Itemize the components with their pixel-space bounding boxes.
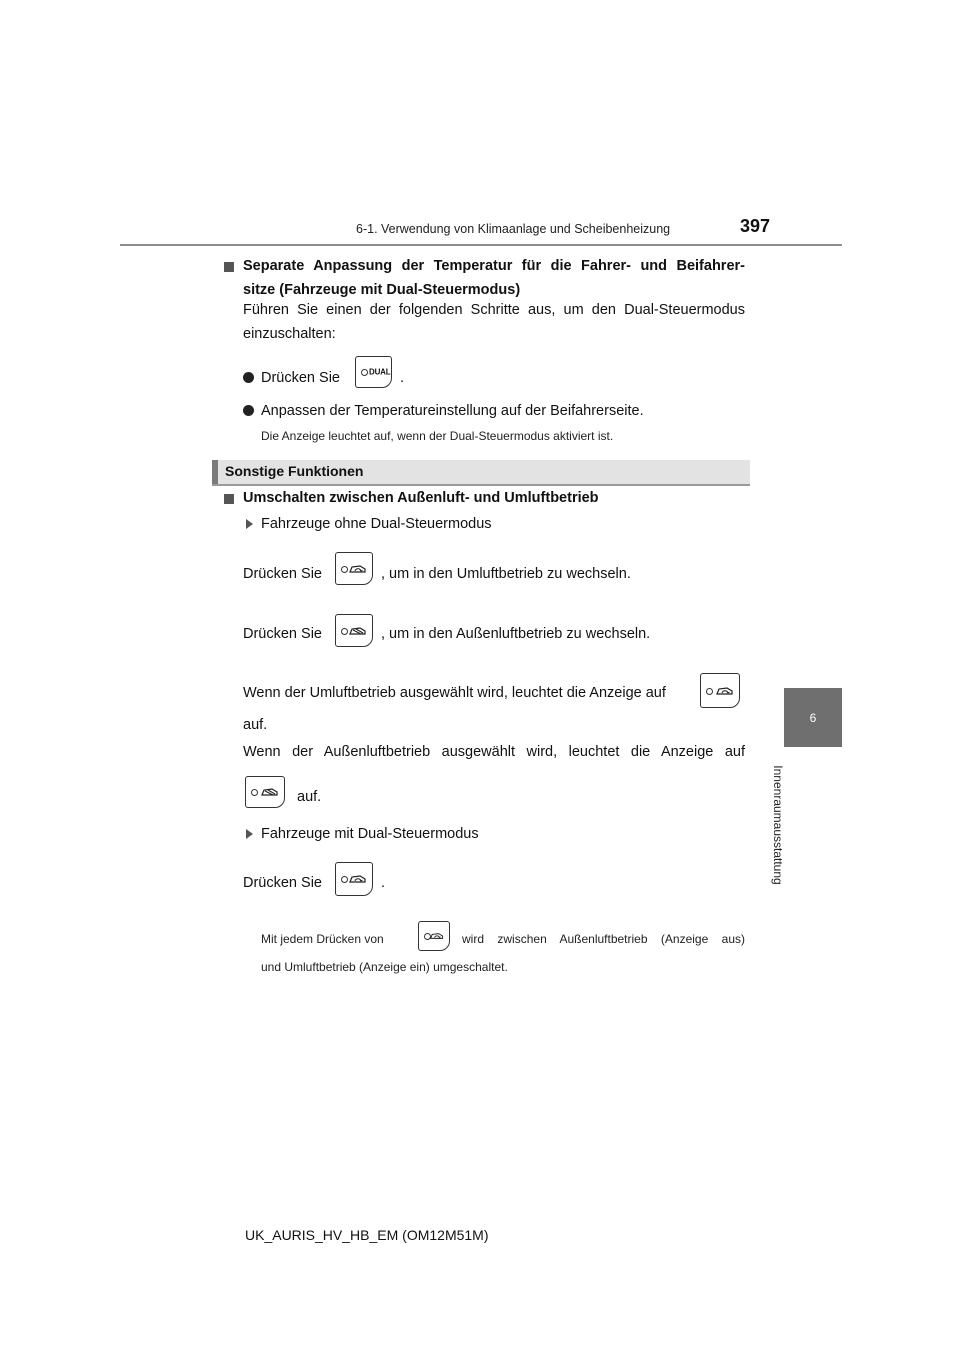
line-1-text-after: , um in den Umluftbetrieb zu wechseln. — [381, 566, 631, 582]
indicator-light-icon — [706, 688, 713, 695]
outside-air-indicator-image — [245, 776, 285, 808]
recirculation-button-dual[interactable] — [335, 862, 373, 896]
indicator-light-icon — [341, 566, 348, 573]
recirculation-indicator-image — [700, 673, 740, 708]
line-4-end: auf. — [297, 789, 322, 805]
line-3-text: Wenn der Umluftbetrieb ausgewählt wird, leuchtet die Anzeige auf — [243, 685, 666, 701]
chapter-tab — [784, 688, 842, 747]
air-recirculation-icon — [348, 873, 368, 885]
outside-air-button[interactable] — [335, 614, 373, 647]
page-number: 397 — [740, 216, 771, 236]
dual-button[interactable] — [355, 356, 392, 388]
bullet-dot — [243, 405, 254, 416]
intro-note: Die Anzeige leuchtet auf, wenn der Dual-Steuermodus aktiviert ist. — [261, 429, 614, 443]
line-4-text: Wenn der Außenluftbetrieb ausgewählt wird, leuchtet die Anzeige auf — [243, 744, 745, 760]
indicator-light-icon — [251, 789, 258, 796]
note-text-before: Mit jedem Drücken von — [261, 932, 384, 946]
subheading-with-dual: Fahrzeuge mit Dual-Steuermodus — [261, 826, 479, 842]
line-3-end: auf. — [243, 717, 268, 733]
indicator-light-icon — [341, 876, 348, 883]
heading-square-marker — [224, 262, 234, 272]
indicator-light-icon — [361, 369, 368, 376]
indicator-light-icon — [341, 628, 348, 635]
triangle-marker — [246, 829, 253, 839]
outside-air-icon — [260, 786, 280, 798]
heading-square-marker — [224, 494, 234, 504]
dual-button-label: DUAL — [369, 367, 391, 377]
heading-line-1: Separate Anpassung der Temperatur für die Fahrer- und Beifahrer- — [243, 258, 745, 274]
section-title-bar — [212, 460, 750, 486]
header-rule — [120, 244, 842, 246]
running-header-title: 6-1. Verwendung von Klimaanlage und Scheibenheizung — [356, 222, 671, 236]
section-bar-accent — [212, 460, 218, 484]
intro-paragraph-line-1: Führen Sie einen der folgenden Schritte aus, um den Dual-Steuermodus — [243, 302, 745, 318]
bullet-1-text-after: . — [400, 370, 405, 386]
air-recirculation-icon — [715, 685, 735, 697]
triangle-marker — [246, 519, 253, 529]
document-code: UK_AURIS_HV_HB_EM (OM12M51M) — [245, 1227, 489, 1243]
recirculation-button-note-image — [418, 921, 450, 951]
note-line-2: und Umluftbetrieb (Anzeige ein) umgeschaltet. — [261, 960, 508, 974]
line-2-text-after: , um in den Außenluftbetrieb zu wechseln. — [381, 626, 651, 642]
air-heading: Umschalten zwischen Außenluft- und Umluftbetrieb — [243, 490, 599, 506]
chapter-side-label — [768, 760, 788, 890]
air-recirculation-icon — [348, 563, 368, 575]
air-recirculation-icon — [429, 930, 445, 942]
bullet-1-text-before: Drücken Sie — [261, 370, 340, 386]
recirculation-button[interactable] — [335, 552, 373, 585]
bullet-2-text: Anpassen der Temperatureinstellung auf der Beifahrerseite. — [261, 403, 644, 419]
chapter-number: 6 — [809, 710, 817, 725]
line-2-text-before: Drücken Sie — [243, 626, 322, 642]
outside-air-icon — [348, 625, 368, 637]
line-1-text-before: Drücken Sie — [243, 566, 322, 582]
note-text-after: wird zwischen Außenluftbetrieb (Anzeige aus) — [462, 932, 745, 946]
subheading-without-dual: Fahrzeuge ohne Dual-Steuermodus — [261, 516, 492, 532]
chapter-label: Innenraumausstattung — [771, 765, 785, 885]
heading-line-2: sitze (Fahrzeuge mit Dual-Steuermodus) — [243, 282, 521, 298]
intro-paragraph-line-2: einzuschalten: — [243, 326, 336, 342]
bullet-dot — [243, 372, 254, 383]
line-5-text-after: . — [381, 875, 386, 891]
section-title: Sonstige Funktionen — [225, 463, 364, 479]
line-5-text-before: Drücken Sie — [243, 875, 322, 891]
